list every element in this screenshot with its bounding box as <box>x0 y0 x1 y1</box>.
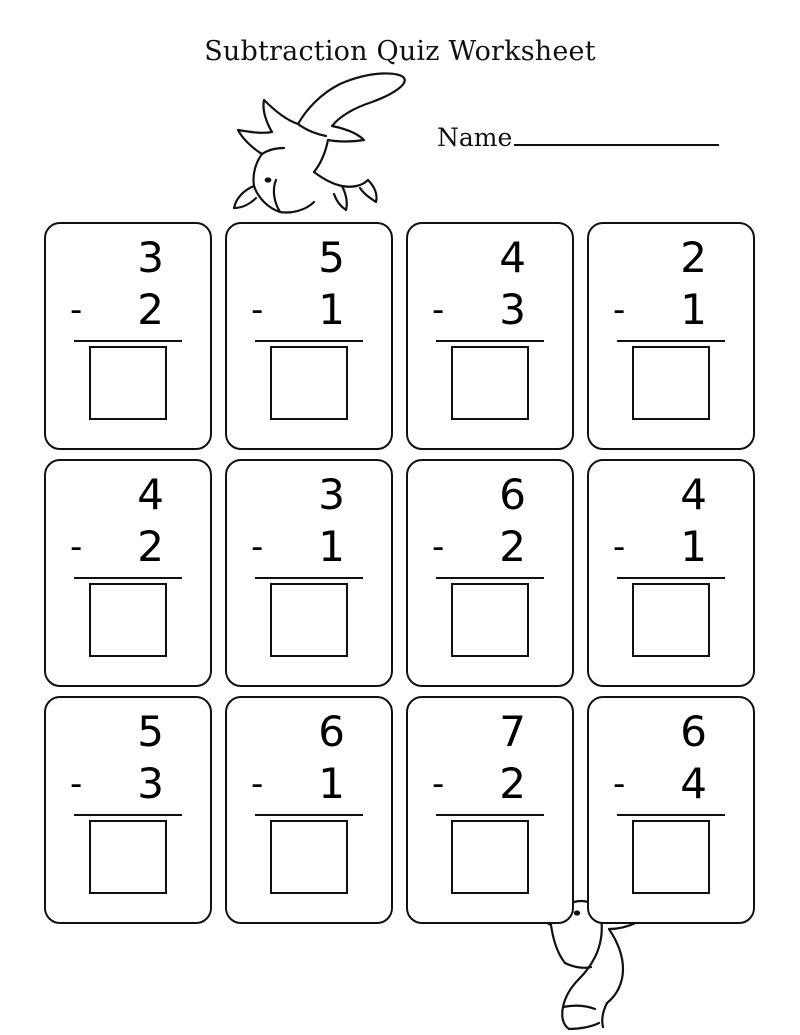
minus-sign: - <box>251 290 264 330</box>
problem-expression <box>46 232 210 342</box>
minus-sign: - <box>613 764 626 804</box>
answer-input[interactable] <box>632 583 710 657</box>
subtrahend: 4 <box>680 759 707 808</box>
problem-rule <box>617 814 725 816</box>
subtrahend: 2 <box>499 759 526 808</box>
answer-input[interactable] <box>89 346 167 420</box>
subtrahend: 2 <box>137 285 164 334</box>
name-input[interactable] <box>514 122 719 146</box>
answer-input[interactable] <box>89 820 167 894</box>
minus-sign: - <box>70 527 83 567</box>
problem-expression <box>589 469 753 579</box>
problem-grid <box>44 222 756 924</box>
operator-and-subtrahend <box>430 521 550 573</box>
problem-card <box>406 222 574 450</box>
problem-rule <box>617 577 725 579</box>
problem-rule <box>74 577 182 579</box>
name-field-row <box>437 122 719 152</box>
minus-sign: - <box>70 764 83 804</box>
problem-card <box>587 696 755 924</box>
problem-expression <box>227 232 391 342</box>
problem-rule <box>74 340 182 342</box>
problem-expression <box>408 706 572 816</box>
minuend: 7 <box>499 707 526 756</box>
answer-input[interactable] <box>270 820 348 894</box>
minuend: 3 <box>318 470 345 519</box>
operator-and-subtrahend <box>430 284 550 336</box>
minuend: 4 <box>499 233 526 282</box>
minuend: 3 <box>137 233 164 282</box>
problem-expression <box>408 469 572 579</box>
minuend: 5 <box>137 707 164 756</box>
operator-and-subtrahend <box>611 284 731 336</box>
answer-input[interactable] <box>451 346 529 420</box>
operator-and-subtrahend <box>611 521 731 573</box>
problem-card <box>587 222 755 450</box>
subtrahend: 1 <box>318 522 345 571</box>
subtrahend: 1 <box>318 285 345 334</box>
answer-input[interactable] <box>451 820 529 894</box>
minus-sign: - <box>70 290 83 330</box>
problem-card <box>225 222 393 450</box>
problem-card <box>225 459 393 687</box>
problem-card <box>44 222 212 450</box>
answer-input[interactable] <box>270 583 348 657</box>
minuend: 2 <box>680 233 707 282</box>
answer-input[interactable] <box>270 346 348 420</box>
subtrahend: 3 <box>499 285 526 334</box>
minuend: 6 <box>318 707 345 756</box>
answer-input[interactable] <box>451 583 529 657</box>
problem-expression <box>46 706 210 816</box>
minus-sign: - <box>432 527 445 567</box>
operator-and-subtrahend <box>249 284 369 336</box>
problem-rule <box>255 577 363 579</box>
problem-card <box>44 459 212 687</box>
minuend: 5 <box>318 233 345 282</box>
answer-input[interactable] <box>632 346 710 420</box>
subtrahend: 1 <box>318 759 345 808</box>
subtrahend: 1 <box>680 285 707 334</box>
operator-and-subtrahend <box>68 284 188 336</box>
problem-card <box>225 696 393 924</box>
answer-input[interactable] <box>632 820 710 894</box>
operator-and-subtrahend <box>249 758 369 810</box>
problem-rule <box>436 814 544 816</box>
problem-rule <box>617 340 725 342</box>
subtrahend: 1 <box>680 522 707 571</box>
minuend: 4 <box>680 470 707 519</box>
operator-and-subtrahend <box>68 521 188 573</box>
minus-sign: - <box>432 290 445 330</box>
problem-expression <box>227 469 391 579</box>
problem-rule <box>255 340 363 342</box>
problem-rule <box>436 340 544 342</box>
operator-and-subtrahend <box>430 758 550 810</box>
problem-expression <box>227 706 391 816</box>
problem-card <box>44 696 212 924</box>
problem-card <box>406 696 574 924</box>
subtrahend: 2 <box>137 522 164 571</box>
problem-rule <box>74 814 182 816</box>
page-title: Subtraction Quiz Worksheet <box>204 36 596 67</box>
minuend: 4 <box>137 470 164 519</box>
operator-and-subtrahend <box>249 521 369 573</box>
problem-expression <box>589 706 753 816</box>
problem-expression <box>46 469 210 579</box>
minus-sign: - <box>432 764 445 804</box>
operator-and-subtrahend <box>611 758 731 810</box>
problem-card <box>587 459 755 687</box>
minuend: 6 <box>499 470 526 519</box>
subtrahend: 3 <box>137 759 164 808</box>
problem-rule <box>436 577 544 579</box>
problem-expression <box>589 232 753 342</box>
minus-sign: - <box>251 764 264 804</box>
answer-input[interactable] <box>89 583 167 657</box>
problem-rule <box>255 814 363 816</box>
minus-sign: - <box>613 290 626 330</box>
minus-sign: - <box>613 527 626 567</box>
operator-and-subtrahend <box>68 758 188 810</box>
problem-expression <box>408 232 572 342</box>
problem-card <box>406 459 574 687</box>
pterodactyl-flying-icon <box>222 62 417 222</box>
minuend: 6 <box>680 707 707 756</box>
name-label: Name <box>437 123 513 152</box>
minus-sign: - <box>251 527 264 567</box>
subtrahend: 2 <box>499 522 526 571</box>
